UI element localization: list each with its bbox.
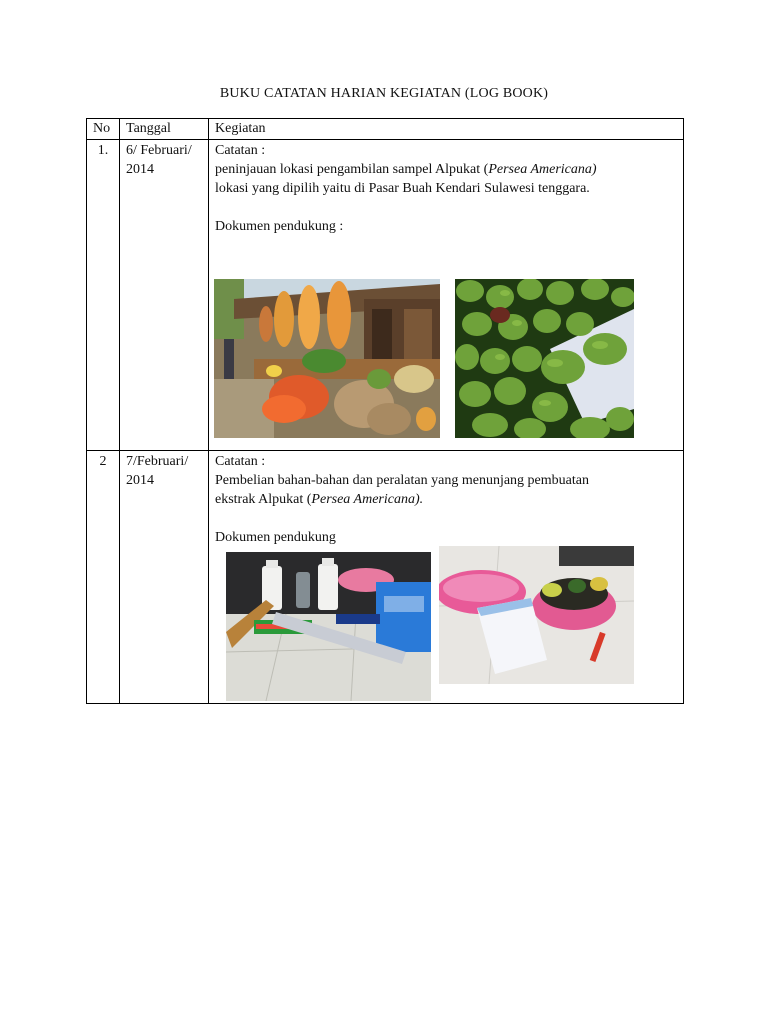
materials-photo: [226, 552, 431, 701]
table-header-row: [87, 119, 684, 140]
note-text: peninjauan lokasi pengambilan sampel Alpukat (: [215, 162, 489, 177]
date-line: 7/Februari/: [126, 454, 189, 469]
note-text: ekstrak Alpukat (: [215, 492, 312, 507]
date-line: 6/ Februari/: [126, 143, 192, 158]
row-number: 1.: [87, 140, 120, 451]
species-name: Persea Americana).: [311, 492, 424, 507]
species-name: Persea Americana): [488, 162, 597, 177]
note-line: lokasi yang dipilih yaitu di Pasar Buah Kendari Sulawesi tenggara.: [215, 181, 590, 196]
row-date: [120, 451, 209, 704]
catatan-label: Catatan :: [215, 454, 266, 469]
dokumen-label: Dokumen pendukung :: [215, 219, 344, 234]
market-stall-photo: [214, 279, 440, 438]
header-kegiatan: Kegiatan: [209, 119, 684, 140]
avocado-pile-photo: [455, 279, 634, 438]
row-number: 2: [87, 451, 120, 704]
date-year: 2014: [126, 162, 154, 177]
note-line: Pembelian bahan-bahan dan peralatan yang menunjang pembuatan: [215, 473, 589, 488]
document-title: BUKU CATATAN HARIAN KEGIATAN (LOG BOOK): [219, 86, 549, 101]
note-line: [215, 160, 683, 179]
dokumen-label: Dokumen pendukung: [215, 530, 336, 545]
header-no: No: [87, 119, 120, 140]
date-year: 2014: [126, 473, 154, 488]
row-date: [120, 140, 209, 451]
catatan-label: Catatan :: [215, 143, 266, 158]
header-tanggal: Tanggal: [120, 119, 209, 140]
avocado-bowl-photo: [439, 546, 634, 684]
note-line: [215, 490, 683, 509]
